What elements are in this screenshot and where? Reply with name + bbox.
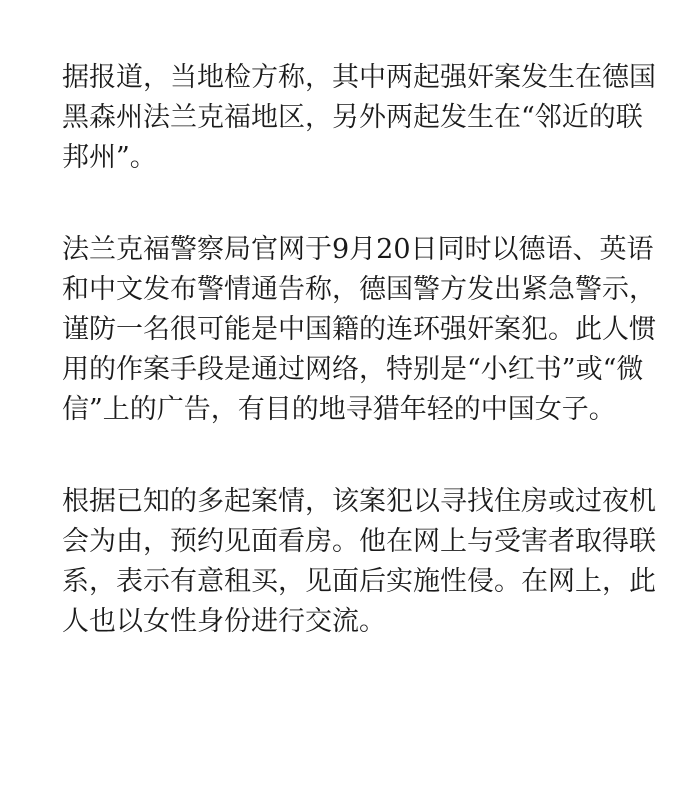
text-line: 和中文发布警情通告称，德国警方发出紧急警示， xyxy=(62,274,656,305)
paragraph-1 xyxy=(62,58,662,178)
paragraph-2 xyxy=(62,230,662,430)
text-line: 信”上的广告，有目的地寻猎年轻的中国女子。 xyxy=(62,394,616,425)
text-line: 谨防一名很可能是中国籍的连环强奸案犯。此人惯 xyxy=(62,314,656,345)
paragraph-3 xyxy=(62,482,662,642)
text-line: 人也以女性身份进行交流。 xyxy=(62,606,386,637)
article-body xyxy=(62,58,662,694)
text-line: 用的作案手段是通过网络，特别是“小红书”或“微 xyxy=(62,354,644,385)
text-line: 会为由，预约见面看房。他在网上与受害者取得联 xyxy=(62,526,656,557)
text-line: 邦州”。 xyxy=(62,142,157,173)
text-line: 黑森州法兰克福地区，另外两起发生在“邻近的联 xyxy=(62,102,643,133)
text-line: 据报道，当地检方称，其中两起强奸案发生在德国 xyxy=(62,62,656,93)
text-line: 根据已知的多起案情，该案犯以寻找住房或过夜机 xyxy=(62,486,656,517)
text-line: 法兰克福警察局官网于9月20日同时以德语、英语 xyxy=(62,234,654,265)
text-line: 系，表示有意租买，见面后实施性侵。在网上，此 xyxy=(62,566,656,597)
